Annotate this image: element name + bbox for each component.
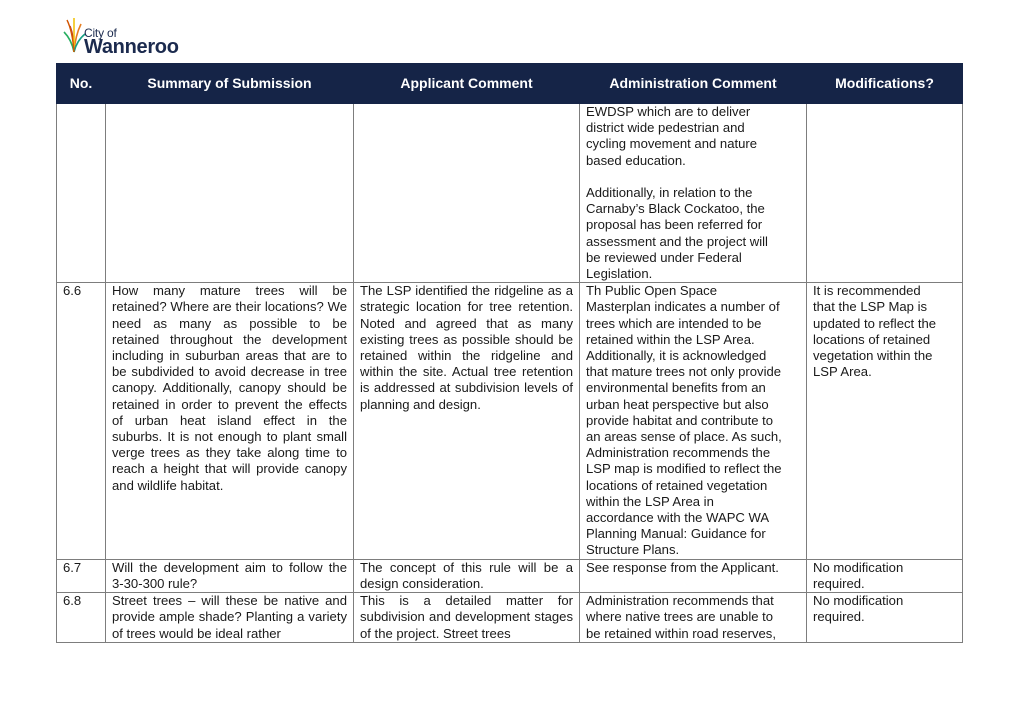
table-row — [57, 283, 963, 559]
row-number: 6.6 — [57, 283, 106, 559]
table-row — [57, 593, 963, 643]
logo-big-text: Wanneroo — [84, 36, 179, 58]
table-header-row — [57, 64, 963, 104]
modifications-cell — [807, 104, 963, 283]
table-row — [57, 559, 963, 592]
summary-cell: Will the development aim to follow the 3-30-300 rule? — [106, 559, 354, 592]
applicant-cell — [354, 104, 580, 283]
summary-cell: How many mature trees will be retained? Where are their locations? We need as many as possible to be retained throughout the development including in suburban areas that are to be subdivided to avoid decrease in tree canopy. Additionally, canopy should be retained in order to prevent the effects of urban heat island effect in the suburbs. It is not enough to plant small verge trees as they take along time to reach a height that will provide canopy and wildlife habitat. — [106, 283, 354, 559]
applicant-cell: The LSP identified the ridgeline as a strategic location for tree retention. Noted and agreed that as many existing trees as possible should be retained within the ridgeline and within the site. Actual tree retention is addressed at subdivision levels of planning and design. — [354, 283, 580, 559]
logo-small-text: City of — [84, 26, 117, 40]
administration-cell: Administration recommends that where native trees are unable to be retained within road reserves, — [580, 593, 807, 643]
modifications-cell: No modification required. — [807, 593, 963, 643]
header-modifications: Modifications? — [807, 64, 963, 104]
administration-cell: Th Public Open Space Masterplan indicates a number of trees which are intended to be retained within the LSP Area. Additionally, it is acknowledged that mature trees not only provide environmental benefits from an urban heat perspective but also provide habitat and contribute to an areas sense of place. As such, Administration recommends the LSP map is modified to reflect the locations of retained vegetation within the LSP Area in accordance with the WAPC WA Planning Manual: Guidance for Structure Plans. — [580, 283, 807, 559]
applicant-cell: This is a detailed matter for subdivision and development stages of the project. Street trees — [354, 593, 580, 643]
summary-cell — [106, 104, 354, 283]
header-no: No. — [57, 64, 106, 104]
administration-cell: EWDSP which are to deliver district wide pedestrian and cycling movement and nature based education. Additionally, in relation to the Carnaby’s Black Cockatoo, the proposal has been referred for assessment and the project will be reviewed under Federal Legislation. — [580, 104, 807, 283]
table-row — [57, 104, 963, 283]
modifications-cell: It is recommended that the LSP Map is updated to reflect the locations of retained vegetation within the LSP Area. — [807, 283, 963, 559]
header-applicant-comment: Applicant Comment — [354, 64, 580, 104]
row-number: 6.7 — [57, 559, 106, 592]
header-summary: Summary of Submission — [106, 64, 354, 104]
row-number: 6.8 — [57, 593, 106, 643]
administration-cell: See response from the Applicant. — [580, 559, 807, 592]
header-administration-comment: Administration Comment — [580, 64, 807, 104]
city-of-wanneroo-logo — [62, 14, 192, 60]
summary-cell: Street trees – will these be native and provide ample shade? Planting a variety of trees would be ideal rather — [106, 593, 354, 643]
modifications-cell: No modification required. — [807, 559, 963, 592]
row-number — [57, 104, 106, 283]
logo-tree-icon — [62, 14, 86, 54]
submissions-table — [56, 63, 963, 643]
applicant-cell: The concept of this rule will be a design consideration. — [354, 559, 580, 592]
